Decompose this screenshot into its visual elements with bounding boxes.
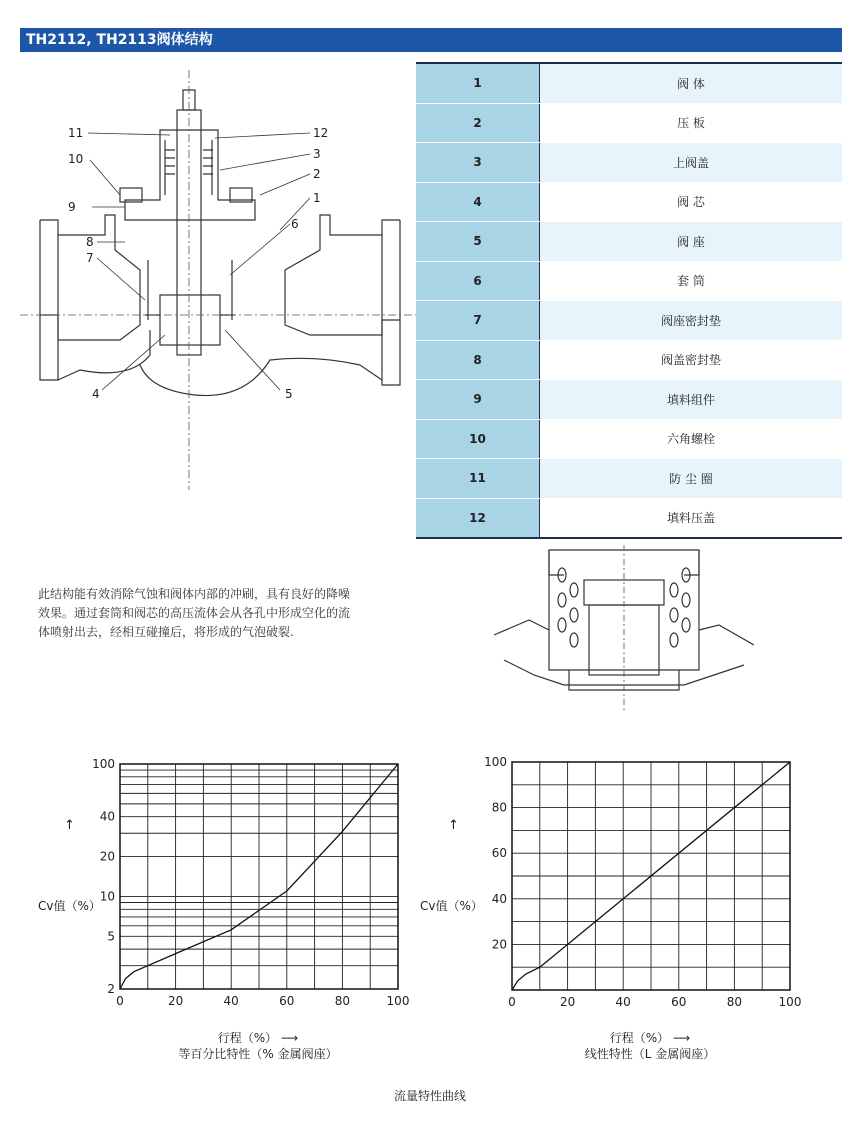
- x-tick-label: 40: [223, 994, 239, 1008]
- label-9: 9: [68, 200, 76, 214]
- y-tick-label: 40: [491, 891, 507, 906]
- y-tick-label: 10: [99, 889, 115, 904]
- table-row: 3 上阀盖: [416, 143, 842, 183]
- y-tick-label: 100: [484, 755, 507, 769]
- x-tick-label: 80: [334, 994, 351, 1008]
- table-row: 11 防 尘 圈: [416, 459, 842, 499]
- chart1-xlabel: 行程（%） ⟶ 等百分比特性（% 金属阀座）: [178, 1031, 338, 1061]
- chart-equal-percentage: [60, 750, 420, 1010]
- chart1-ylabel: Cv值（%）: [38, 899, 101, 913]
- chart-linear-svg: [450, 750, 820, 1010]
- y-tick-label: 100: [92, 757, 115, 771]
- chart2-xlabel: 行程（%） ⟶ 线性特性（L 金属阀座）: [584, 1031, 716, 1061]
- y-tick-label: 40: [99, 809, 115, 824]
- label-6: 6: [291, 217, 299, 231]
- label-1: 1: [313, 191, 321, 205]
- x-tick-label: 60: [671, 995, 687, 1009]
- label-7: 7: [86, 251, 94, 265]
- table-row: 1 阀 体: [416, 63, 842, 103]
- x-tick-label: 100: [386, 994, 410, 1008]
- table-row: 2 压 板: [416, 103, 842, 143]
- x-tick-label: 0: [116, 994, 124, 1008]
- label-8: 8: [86, 235, 94, 249]
- table-row: 12 填料压盖: [416, 498, 842, 538]
- table-row: 7 阀座密封垫: [416, 301, 842, 341]
- label-12: 12: [313, 126, 329, 140]
- label-5: 5: [285, 387, 293, 401]
- y-tick-label: 2: [107, 982, 115, 996]
- valve-drawing: [20, 70, 420, 490]
- table-row: 9 填料组件: [416, 380, 842, 420]
- table-row: 4 阀 芯: [416, 182, 842, 222]
- table-row: 5 阀 座: [416, 222, 842, 262]
- parts-table: [416, 62, 842, 539]
- table-row: 6 套 筒: [416, 261, 842, 301]
- chart2-ylabel: Cv值（%）: [420, 899, 483, 913]
- plug: [160, 295, 220, 345]
- table-row: 10 六角螺栓: [416, 419, 842, 459]
- description-text: 此结构能有效消除气蚀和阀体内部的冲刷，具有良好的降噪 效果。通过套筒和阀芯的高压流体会从各孔中形成空化的流 体喷射出去，经相互碰撞后，将形成的气泡破裂.: [38, 587, 351, 639]
- x-tick-label: 100: [778, 995, 802, 1009]
- x-tick-label: 20: [167, 994, 184, 1008]
- y-tick-label: 20: [99, 849, 115, 864]
- chart-linear: [450, 750, 820, 1010]
- y-tick-label: 60: [491, 846, 507, 861]
- x-tick-label: 0: [508, 995, 516, 1009]
- label-2: 2: [313, 167, 321, 181]
- label-4: 4: [92, 387, 100, 401]
- x-tick-label: 80: [726, 995, 743, 1009]
- table-row: 8 阀盖密封垫: [416, 340, 842, 380]
- cage-drawing: [494, 545, 754, 715]
- section-header: TH2112, TH2113阀体结构: [20, 28, 842, 52]
- chart1-ylabel-arrow-icon: ↑: [64, 818, 75, 833]
- label-11: 11: [68, 126, 84, 140]
- figure-caption: 流量特性曲线: [393, 1089, 466, 1103]
- chart2-ylabel-arrow-icon: ↑: [448, 818, 459, 833]
- x-tick-label: 60: [279, 994, 295, 1008]
- y-tick-label: 80: [491, 800, 507, 815]
- chart-equal-percentage-svg: [60, 750, 420, 1010]
- y-tick-label: 5: [107, 929, 115, 944]
- y-tick-label: 20: [491, 937, 507, 952]
- x-tick-label: 20: [559, 995, 576, 1009]
- label-3: 3: [313, 147, 321, 161]
- x-tick-label: 40: [615, 995, 631, 1009]
- label-10: 10: [68, 152, 84, 166]
